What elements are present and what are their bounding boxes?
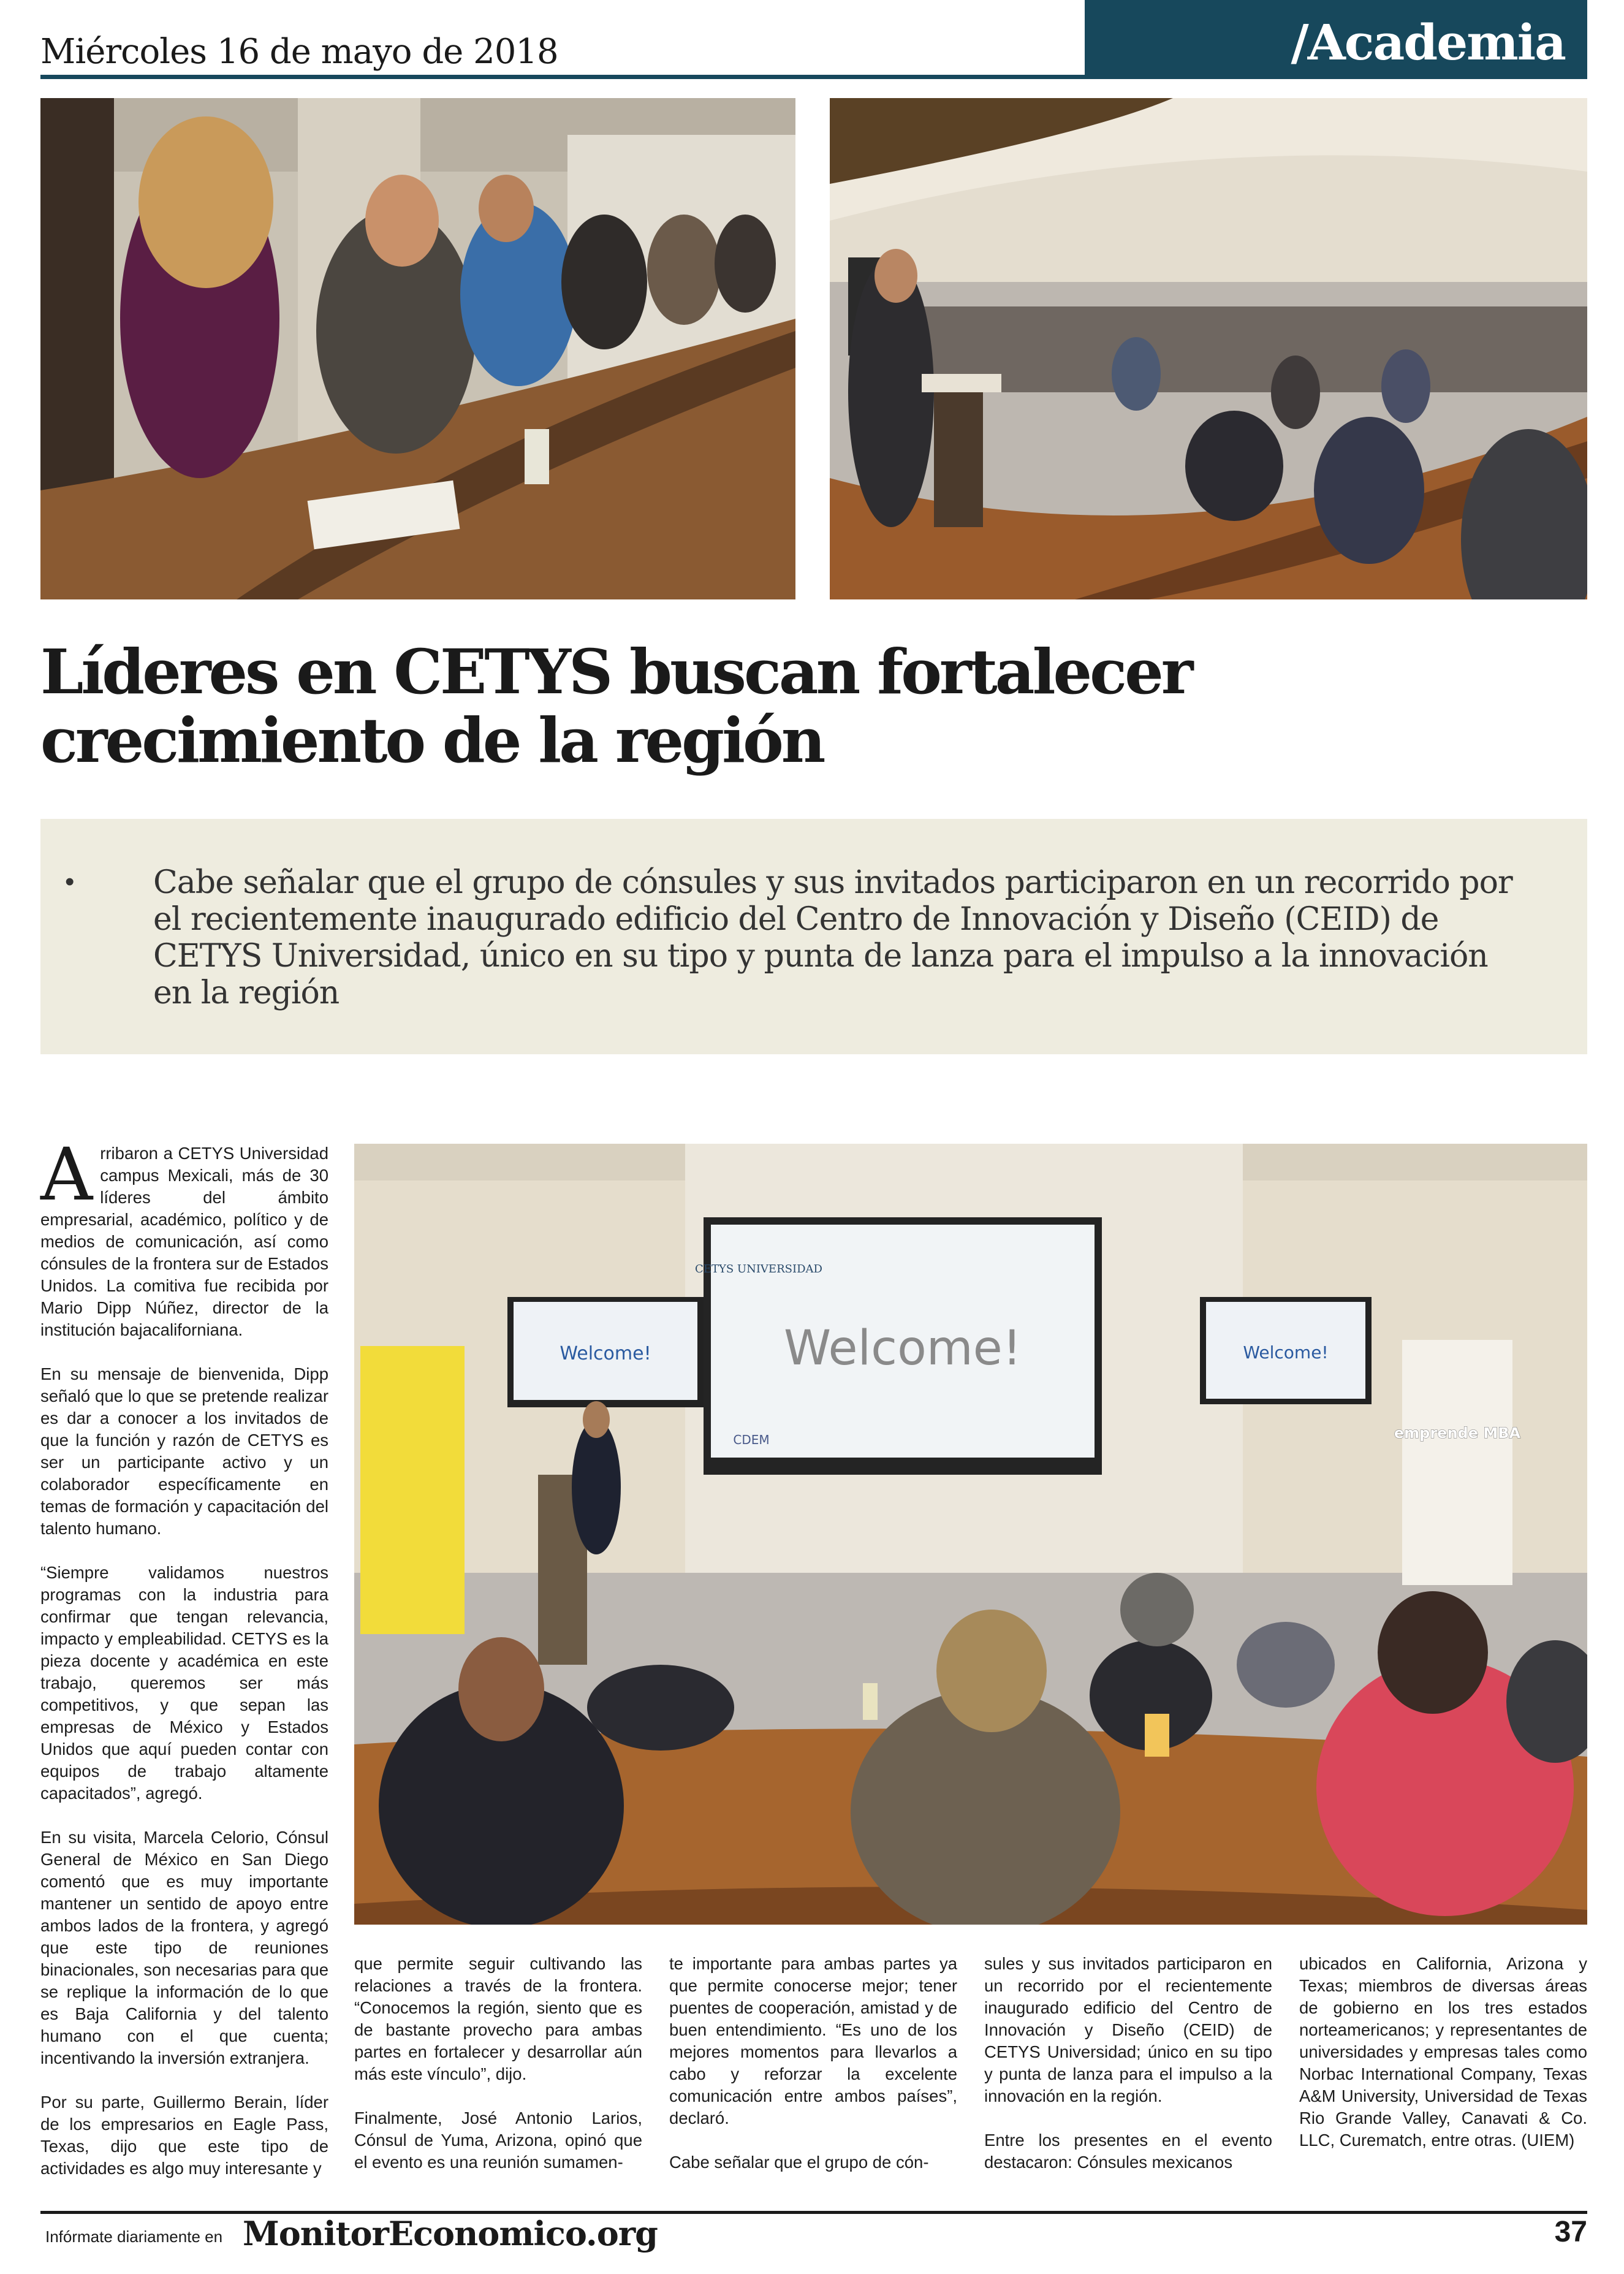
photo-auditorium — [830, 98, 1587, 599]
paragraph-12: ubicados en California, Arizona y Texas; miembros de diversas áreas de gobierno en los tres estados norteamericanos; y representantes de universidades y empresas tales como Norbac International Company, Texas A&M University, Universidad de Texas Rio Grande Valley, Canavati & Co. LLC, Curematch, entre otras. (UIEM) — [1299, 1954, 1587, 2150]
paragraph-3: “Siempre validamos nuestros programas con la industria para confirmar que tengan relevancia, impacto y empleabilidad. CETYS es la pieza docente y académica en este trabajo, queremos ser más competitivos, y que sepan las empresas de México y Estados Unidos que aquí pueden contar con equipos de trabajo altamente capacitados”, agregó. — [40, 1563, 328, 1803]
welcome-event-photo-icon — [354, 1144, 1587, 1925]
paragraph-10: sules y sus invitados participaron en un recorrido por el recientemente inaugurado edificio del Centro de Innovación y Diseño (CEID) de CETYS Universidad; único en su tipo y punta de lanza para el impulso a la innovación en la región. — [984, 1954, 1272, 2105]
paragraph-2: En su mensaje de bienvenida, Dipp señaló que lo que se pretende realizar es dar a conocer a los invitados de que la función y razón de CETYS es ser un participante activo y un colaborador específicamente en temas de formación y capacitación del talento humano. — [40, 1364, 328, 1538]
paragraph-4: En su visita, Marcela Celorio, Cónsul General de México en San Diego comentó que es muy importante mantener un sentido de apoyo entre ambos lados de la frontera, y agregó que este tipo de reuniones binacionales, son necesarias para que se replique la información de lo que es Baja California y del talento humano con el que cuenta; incentivando la inversión extranjera. — [40, 1828, 328, 2067]
section-label: /Academia — [1291, 13, 1565, 71]
footer-note: Infórmate diariamente en — [45, 2227, 223, 2246]
callout-bullet: • — [65, 867, 75, 897]
screen-left-welcome: Welcome! — [560, 1343, 651, 1364]
audience-photo-icon — [40, 98, 795, 599]
screen-cdem-logo: CDEM — [733, 1432, 770, 1447]
auditorium-photo-icon — [830, 98, 1587, 599]
paragraph-7: Finalmente, José Antonio Larios, Cónsul de Yuma, Arizona, opinó que el evento es una reunión sumamen- — [354, 2109, 642, 2172]
banner-emprende-mba: emprende MBA — [1394, 1424, 1521, 1442]
article-column-3 — [669, 1953, 957, 2173]
footer-brand-link[interactable]: MonitorEconomico.org — [243, 2214, 658, 2253]
paragraph-11: Entre los presentes en el evento destacaron: Cónsules mexicanos — [984, 2131, 1272, 2172]
paragraph-8: te importante para ambas partes ya que permite conocerse mejor; tener puentes de cooperación, amistad y de buen entendimiento. “Es uno de los mejores momentos para llevarlos a cabo y reforzar la excelente comunicación entre ambos países”, declaró. — [669, 1954, 957, 2128]
section-tab[interactable] — [1085, 0, 1587, 79]
header-rule — [40, 75, 1085, 79]
article-column-2 — [354, 1953, 642, 2173]
article-callout — [40, 819, 1587, 1054]
article-column-4 — [984, 1953, 1272, 2173]
photo-welcome-event — [354, 1144, 1587, 1925]
screen-right-welcome: Welcome! — [1243, 1342, 1329, 1363]
callout-text: Cabe señalar que el grupo de cónsules y sus invitados participaron en un recorrido por el recientemente inaugurado edificio del Centro de Innovación y Diseño (CEID) de CETYS Universidad, único en su tipo y punta de lanza para el impulso a la innovación en la región — [153, 864, 1512, 1011]
paragraph-9: Cabe señalar que el grupo de cón- — [669, 2153, 929, 2172]
paragraph-1-text: rribaron a CETYS Universidad campus Mexicali, más de 30 líderes del ámbito empresarial, académico, político y de medios de comunicación, así como cónsules de la frontera sur de Estados Unidos. La comitiva fue recibida por Mario Dipp Núñez, director de la institución bajacaliforniana. — [40, 1144, 328, 1339]
paragraph-1 — [40, 1132, 328, 1341]
issue-date: Miércoles 16 de mayo de 2018 — [40, 32, 558, 72]
screen-center-welcome: Welcome! — [783, 1321, 1022, 1376]
screen-cetys-logo: CETYS UNIVERSIDAD — [695, 1263, 822, 1276]
article-column-1 — [40, 1132, 328, 2180]
paragraph-6: que permite seguir cultivando las relaciones a través de la frontera. “Conocemos la región, siento que es de bastante provecho para ambas partes en fortalecer y desarrollar aún más este vínculo”, dijo. — [354, 1954, 642, 2083]
article-column-5 — [1299, 1953, 1587, 2151]
paragraph-5: Por su parte, Guillermo Berain, líder de los empresarios en Eagle Pass, Texas, dijo que este tipo de actividades es algo muy interesante y — [40, 2093, 328, 2178]
photo-audience — [40, 98, 795, 599]
article-headline: Líderes en CETYS buscan fortalecer crecimiento de la región — [40, 636, 1191, 777]
drop-cap: A — [40, 1132, 93, 1217]
page-number: 37 — [1554, 2216, 1587, 2248]
